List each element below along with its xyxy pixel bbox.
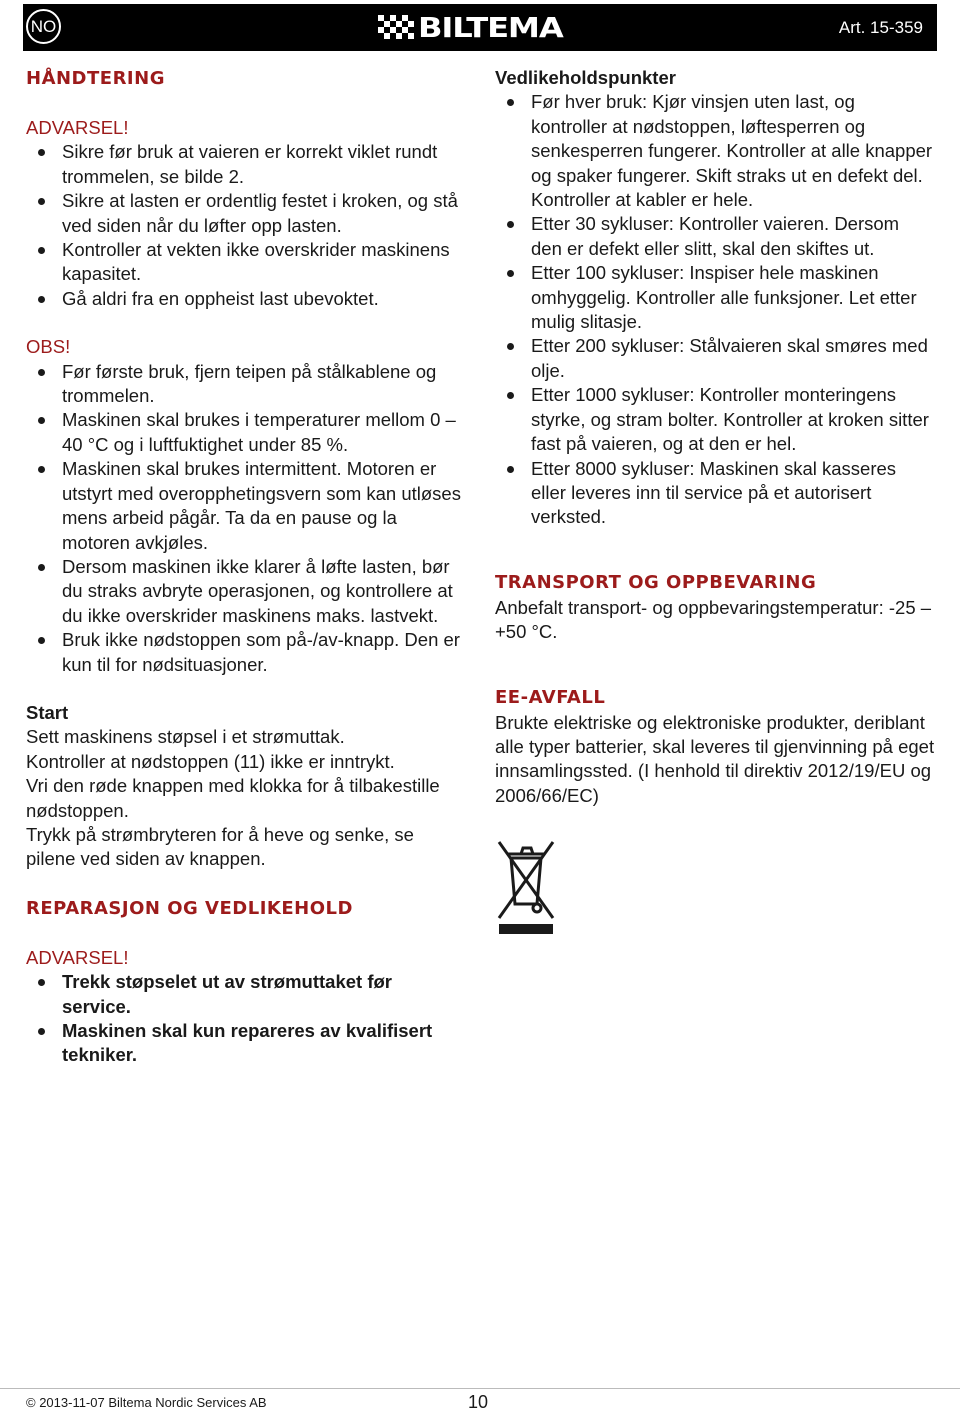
repair-warning-list: [26, 970, 466, 1068]
crossed-out-wheelie-bin-icon: [495, 838, 557, 936]
start-heading: Start: [26, 701, 69, 723]
repair-warning-label: ADVARSEL!: [26, 946, 129, 968]
copyright: © 2013-11-07 Biltema Nordic Services AB: [26, 1395, 267, 1410]
list-item: Før første bruk, fjern teipen på stålkablene og trommelen.: [26, 360, 466, 409]
handling-warning-label: ADVARSEL!: [26, 117, 129, 138]
weee-heading: EE-AVFALL: [495, 686, 606, 708]
list-item: Maskinen skal kun repareres av kvalifisert tekniker.: [26, 1019, 466, 1068]
transport-text: Anbefalt transport- og oppbevaringstemperatur: -25 – +50 °C.: [495, 596, 932, 643]
left-column: [26, 66, 466, 1068]
list-item: Etter 1000 sykluser: Kontroller monteringens styrke, og stram bolter. Kontroller at kroken sitter fast på vaieren, og at den er hel.: [495, 383, 935, 456]
start-line: Kontroller at nødstoppen (11) ikke er inntrykt.: [26, 750, 395, 772]
weee-text: Brukte elektriske og elektroniske produkter, deriblant alle typer batterier, skal leveres til gjenvinning på eget innsamlingssted. (I henhold til direktiv 2012/19/EU og 2006/66/EC): [495, 711, 935, 806]
checkered-flag-icon: [378, 15, 416, 41]
list-item: Etter 100 sykluser: Inspiser hele maskinen omhyggelig. Kontroller alle funksjoner. Let etter mulig slitasje.: [495, 261, 935, 334]
list-item: Etter 8000 sykluser: Maskinen skal kasseres eller leveres inn til service på et autorisert verksted.: [495, 457, 935, 530]
list-item: Etter 30 sykluser: Kontroller vaieren. Dersom den er defekt eller slitt, skal den skiftes ut.: [495, 212, 935, 261]
transport-heading: TRANSPORT OG OPPBEVARING: [495, 571, 817, 593]
start-line: Sett maskinens støpsel i et strømuttak.: [26, 726, 345, 748]
repair-heading: REPARASJON OG VEDLIKEHOLD: [26, 897, 353, 919]
list-item: Sikre at lasten er ordentlig festet i kroken, og stå ved siden når du løfter opp lasten.: [26, 189, 466, 238]
handling-heading: HÅNDTERING: [26, 68, 165, 89]
list-item: Maskinen skal brukes i temperaturer mellom 0 – 40 °C og i luftfuktighet under 85 %.: [26, 408, 466, 457]
language-badge: NO: [26, 9, 61, 44]
maintenance-list: [495, 90, 935, 529]
list-item: Før hver bruk: Kjør vinsjen uten last, og kontroller at nødstoppen, løftesperren og senkesperren fungerer. Kontroller at alle knapper og spaker fungerer. Skift straks ut en defekt del. Kontroller at kabler er hele.: [495, 90, 935, 212]
handling-warning-list: [26, 140, 466, 311]
list-item: Gå aldri fra en oppheist last ubevoktet.: [26, 287, 466, 311]
header-bar: [23, 4, 937, 51]
brand-logo: [378, 11, 563, 44]
list-item: Bruk ikke nødstoppen som på-/av-knapp. Den er kun til for nødsituasjoner.: [26, 628, 466, 677]
article-number: Art. 15-359: [838, 18, 923, 37]
footer-divider: [0, 1388, 960, 1389]
brand-name: BILTEMA: [418, 11, 563, 44]
handling-note-list: [26, 360, 466, 677]
list-item: Maskinen skal brukes intermittent. Motoren er utstyrt med overopphetingsvern som kan utløses mens arbeid pågår. Ta da en pause og la motoren avkjøles.: [26, 457, 466, 555]
maintenance-heading: Vedlikeholdspunkter: [495, 67, 676, 88]
list-item: Dersom maskinen ikke klarer å løfte lasten, bør du straks avbryte operasjonen, og kontrollere at du ikke overskrider maskinens maks. lastvekt.: [26, 555, 466, 628]
list-item: Sikre før bruk at vaieren er korrekt viklet rundt trommelen, se bilde 2.: [26, 140, 466, 189]
list-item: Trekk støpselet ut av strømuttaket før service.: [26, 970, 466, 1019]
start-line: Trykk på strømbryteren for å heve og senke, se pilene ved siden av knappen.: [26, 823, 414, 870]
list-item: Etter 200 sykluser: Stålvaieren skal smøres med olje.: [495, 334, 935, 383]
list-item: Kontroller at vekten ikke overskrider maskinens kapasitet.: [26, 238, 466, 287]
page-number: 10: [468, 1392, 489, 1412]
right-column: [495, 66, 935, 943]
start-line: Vri den røde knappen med klokka for å tilbakestille nødstoppen.: [26, 775, 440, 821]
handling-note-label: OBS!: [26, 336, 71, 358]
